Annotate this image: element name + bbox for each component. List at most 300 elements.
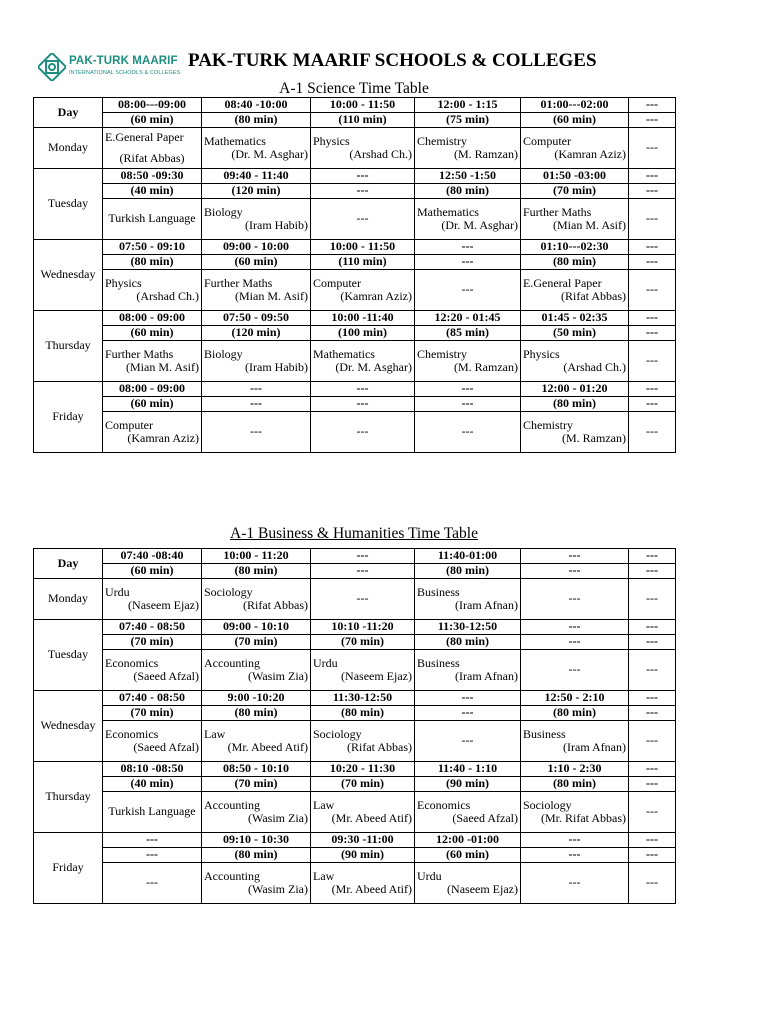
time-slot: 08:40 -10:00 (202, 98, 311, 113)
table-row (34, 579, 676, 620)
subject-cell (311, 341, 415, 382)
subject-cell (202, 792, 311, 833)
duration: --- (629, 848, 676, 863)
table-row (34, 848, 676, 863)
subject-name: Mathematics (417, 204, 479, 219)
duration: (70 min) (103, 706, 202, 721)
duration: --- (629, 706, 676, 721)
table-row (34, 691, 676, 706)
subject-cell (629, 270, 676, 311)
duration: --- (311, 564, 415, 579)
subject-name: --- (646, 282, 658, 297)
subject-cell (202, 579, 311, 620)
time-slot: 08:50 -09:30 (103, 169, 202, 184)
time-slot: 01:00---02:00 (521, 98, 629, 113)
time-slot: --- (521, 620, 629, 635)
subject-cell (521, 412, 629, 453)
table-row (34, 721, 676, 762)
subject-cell (311, 412, 415, 453)
subject-name: --- (646, 424, 658, 439)
subject-cell (103, 579, 202, 620)
time-slot: --- (629, 169, 676, 184)
subject-cell (103, 199, 202, 240)
table-row (34, 635, 676, 650)
teacher-name: (M. Ramzan) (562, 431, 626, 445)
time-slot: 10:00 - 11:20 (202, 549, 311, 564)
subject-cell (521, 863, 629, 904)
org-title: PAK-TURK MAARIF SCHOOLS & COLLEGES (188, 50, 597, 71)
subject-cell (103, 270, 202, 311)
teacher-name: (Mian M. Asif) (553, 218, 626, 232)
table-row (34, 863, 676, 904)
duration: (40 min) (103, 184, 202, 199)
subject-cell (629, 412, 676, 453)
duration: (80 min) (202, 113, 311, 128)
subject-name: E.General Paper (523, 275, 602, 290)
subject-cell (311, 650, 415, 691)
table-row (34, 184, 676, 199)
subject-name: Further Maths (105, 346, 174, 361)
duration: (80 min) (521, 777, 629, 792)
time-slot: 10:10 -11:20 (311, 620, 415, 635)
subject-cell (202, 412, 311, 453)
subject-name: --- (646, 591, 658, 606)
subject-name: --- (646, 875, 658, 890)
time-slot: 07:40 - 08:50 (103, 620, 202, 635)
table-row (34, 762, 676, 777)
day-cell: Thursday (34, 762, 103, 833)
teacher-name: (Saeed Afzal) (133, 740, 199, 754)
subject-cell (629, 721, 676, 762)
day-cell: Friday (34, 833, 103, 904)
subject-name: --- (461, 733, 474, 748)
subject-name: --- (646, 804, 658, 819)
subject-name: Economics (105, 726, 159, 741)
duration: (80 min) (311, 706, 415, 721)
teacher-name: (Mr. Abeed Atif) (331, 882, 412, 896)
subject-cell (311, 270, 415, 311)
duration: --- (629, 326, 676, 341)
table-row (34, 549, 676, 564)
duration: (75 min) (415, 113, 521, 128)
duration: (70 min) (103, 635, 202, 650)
time-slot: --- (521, 833, 629, 848)
subject-cell (415, 128, 521, 169)
duration: --- (629, 564, 676, 579)
subject-name: Accounting (204, 655, 260, 670)
day-cell: Monday (34, 579, 103, 620)
teacher-name: (Kamran Aziz) (554, 147, 626, 161)
subject-name: Accounting (204, 868, 260, 883)
table-row (34, 240, 676, 255)
subject-cell (629, 199, 676, 240)
time-slot: --- (629, 98, 676, 113)
duration: (60 min) (103, 564, 202, 579)
duration: (70 min) (311, 777, 415, 792)
subject-cell (311, 792, 415, 833)
subject-name: --- (146, 875, 158, 890)
duration: --- (629, 777, 676, 792)
subject-cell (202, 199, 311, 240)
time-slot: 08:10 -08:50 (103, 762, 202, 777)
time-slot: 11:30-12:50 (311, 691, 415, 706)
maarif-logo-icon (38, 53, 66, 81)
duration: (90 min) (415, 777, 521, 792)
subject-cell (521, 579, 629, 620)
subject-name: Mathematics (313, 346, 375, 361)
teacher-name: (Mian M. Asif) (126, 360, 199, 374)
subject-name: Computer (313, 275, 361, 290)
teacher-name: (Rifat Abbas) (243, 598, 308, 612)
duration: (110 min) (311, 113, 415, 128)
subject-cell (202, 721, 311, 762)
subject-cell (311, 128, 415, 169)
duration: (80 min) (202, 848, 311, 863)
teacher-name: (Arshad Ch.) (349, 147, 412, 161)
table-row (34, 199, 676, 240)
time-slot: --- (415, 382, 521, 397)
subject-name: --- (568, 662, 581, 677)
teacher-name: (Dr. M. Asghar) (335, 360, 412, 374)
duration: (110 min) (311, 255, 415, 270)
subject-cell (629, 341, 676, 382)
subject-name: Computer (523, 133, 571, 148)
time-slot: 09:00 - 10:00 (202, 240, 311, 255)
subject-name: --- (568, 591, 581, 606)
time-slot: --- (629, 762, 676, 777)
time-slot: --- (311, 169, 415, 184)
teacher-name: (Mr. Abeed Atif) (227, 740, 308, 754)
time-slot: 08:00---09:00 (103, 98, 202, 113)
subject-name: Business (417, 655, 460, 670)
duration: (85 min) (415, 326, 521, 341)
subject-name: --- (646, 140, 658, 155)
subject-cell (415, 341, 521, 382)
time-slot: --- (202, 382, 311, 397)
subject-cell (415, 650, 521, 691)
science-timetable (33, 97, 676, 453)
subject-name: Chemistry (417, 346, 467, 361)
teacher-name: (Rifat Abbas) (561, 289, 626, 303)
teacher-name: (Naseem Ejaz) (128, 598, 199, 612)
subject-cell (415, 721, 521, 762)
time-slot: 11:30-12:50 (415, 620, 521, 635)
teacher-name: (Iram Habib) (245, 360, 308, 374)
duration: (80 min) (202, 564, 311, 579)
duration: --- (521, 848, 629, 863)
time-slot: 12:00 - 1:15 (415, 98, 521, 113)
duration: --- (629, 635, 676, 650)
day-header: Day (34, 549, 103, 579)
subject-cell (629, 128, 676, 169)
subject-cell (629, 579, 676, 620)
day-cell: Tuesday (34, 620, 103, 691)
subject-name: --- (461, 424, 474, 439)
duration: --- (202, 397, 311, 412)
subject-cell (521, 270, 629, 311)
time-slot: 09:00 - 10:10 (202, 620, 311, 635)
subject-cell (311, 863, 415, 904)
teacher-name: (Wasim Zia) (247, 882, 308, 896)
table-row (34, 397, 676, 412)
subject-name: Turkish Language (108, 211, 196, 226)
day-cell: Monday (34, 128, 103, 169)
time-slot: 09:40 - 11:40 (202, 169, 311, 184)
duration: (80 min) (521, 706, 629, 721)
subject-name: Physics (105, 275, 142, 290)
table-row (34, 620, 676, 635)
duration: (70 min) (202, 635, 311, 650)
teacher-name: (Iram Habib) (245, 218, 308, 232)
day-cell: Thursday (34, 311, 103, 382)
time-slot: 10:00 - 11:50 (311, 98, 415, 113)
teacher-name: (Rifat Abbas) (347, 740, 412, 754)
subject-name: --- (646, 662, 658, 677)
subject-cell (521, 341, 629, 382)
duration: (70 min) (311, 635, 415, 650)
time-slot: --- (629, 311, 676, 326)
time-slot: 10:00 -11:40 (311, 311, 415, 326)
table-row (34, 706, 676, 721)
subject-name: --- (250, 424, 262, 439)
subject-name: Urdu (105, 584, 130, 599)
page-header (38, 50, 678, 84)
time-slot: --- (629, 620, 676, 635)
subject-cell (415, 412, 521, 453)
time-slot: 9:00 -10:20 (202, 691, 311, 706)
subject-cell (521, 721, 629, 762)
time-slot: --- (629, 691, 676, 706)
time-slot: 12:50 - 2:10 (521, 691, 629, 706)
teacher-name: (Arshad Ch.) (136, 289, 199, 303)
time-slot: --- (629, 382, 676, 397)
duration: --- (629, 113, 676, 128)
duration: --- (629, 255, 676, 270)
table-row (34, 833, 676, 848)
teacher-name: (Rifat Abbas) (119, 150, 185, 165)
teacher-name: (M. Ramzan) (454, 360, 518, 374)
table-row (34, 311, 676, 326)
subject-name: Further Maths (523, 204, 592, 219)
subject-name: Law (204, 726, 226, 741)
duration: (90 min) (311, 848, 415, 863)
subject-name: Economics (417, 797, 471, 812)
table-row (34, 255, 676, 270)
subject-name: Economics (105, 655, 159, 670)
subject-name: Chemistry (523, 417, 573, 432)
time-slot: 01:45 - 02:35 (521, 311, 629, 326)
subject-cell (521, 792, 629, 833)
duration: --- (629, 397, 676, 412)
teacher-name: (Mian M. Asif) (235, 289, 308, 303)
time-slot: --- (415, 240, 521, 255)
subject-cell (629, 792, 676, 833)
table-row (34, 341, 676, 382)
day-cell: Wednesday (34, 240, 103, 311)
duration: --- (311, 397, 415, 412)
teacher-name: (Naseem Ejaz) (447, 882, 518, 896)
subject-cell (629, 650, 676, 691)
teacher-name: (Dr. M. Asghar) (231, 147, 308, 161)
subject-name: Business (523, 726, 566, 741)
duration: (60 min) (103, 326, 202, 341)
logo-name: PAK-TURK MAARIF (69, 55, 178, 67)
time-slot: 10:00 - 11:50 (311, 240, 415, 255)
subject-cell (202, 863, 311, 904)
teacher-name: (Kamran Aziz) (127, 431, 199, 445)
time-slot: 1:10 - 2:30 (521, 762, 629, 777)
duration: (80 min) (415, 564, 521, 579)
subject-name: E.General Paper (105, 130, 184, 144)
duration: (50 min) (521, 326, 629, 341)
subject-cell (202, 650, 311, 691)
time-slot: 08:00 - 09:00 (103, 311, 202, 326)
teacher-name: (Wasim Zia) (247, 811, 308, 825)
subject-cell (521, 128, 629, 169)
subject-name: Accounting (204, 797, 260, 812)
teacher-name: (Dr. M. Asghar) (441, 218, 518, 232)
time-slot: 12:20 - 01:45 (415, 311, 521, 326)
subject-name: Sociology (523, 797, 572, 812)
subject-name: Sociology (204, 584, 253, 599)
subject-name: Physics (523, 346, 560, 361)
subject-name: --- (356, 211, 369, 226)
time-slot: 10:20 - 11:30 (311, 762, 415, 777)
time-slot: --- (629, 240, 676, 255)
duration: (60 min) (103, 113, 202, 128)
teacher-name: (Iram Afnan) (455, 598, 518, 612)
subject-cell (311, 579, 415, 620)
day-cell: Friday (34, 382, 103, 453)
subject-cell (415, 792, 521, 833)
subject-cell (103, 721, 202, 762)
subject-cell (103, 792, 202, 833)
time-slot: 11:40-01:00 (415, 549, 521, 564)
duration: --- (629, 184, 676, 199)
table-row (34, 792, 676, 833)
table-row (34, 270, 676, 311)
table-row (34, 98, 676, 113)
subject-name: --- (568, 875, 581, 890)
subject-cell (521, 199, 629, 240)
subject-name: Further Maths (204, 275, 273, 290)
table-row (34, 169, 676, 184)
table-row (34, 128, 676, 169)
duration: (80 min) (521, 255, 629, 270)
table-row (34, 382, 676, 397)
day-cell: Wednesday (34, 691, 103, 762)
duration: (70 min) (202, 777, 311, 792)
subject-name: Turkish Language (108, 804, 196, 819)
duration: (60 min) (202, 255, 311, 270)
duration: --- (415, 706, 521, 721)
subject-name: Biology (204, 346, 243, 361)
duration: (80 min) (415, 635, 521, 650)
day-cell: Tuesday (34, 169, 103, 240)
time-slot: 12:00 -01:00 (415, 833, 521, 848)
duration: (40 min) (103, 777, 202, 792)
subject-name: Sociology (313, 726, 362, 741)
duration: --- (521, 635, 629, 650)
duration: (120 min) (202, 184, 311, 199)
business-table-title: A-1 Business & Humanities Time Table (230, 525, 478, 542)
day-header: Day (34, 98, 103, 128)
subject-name: --- (356, 591, 369, 606)
logo-subtitle: INTERNATIONAL SCHOOLS & COLLEGES (69, 70, 181, 76)
subject-name: Law (313, 868, 335, 883)
subject-cell (521, 650, 629, 691)
subject-cell (202, 341, 311, 382)
time-slot: 01:50 -03:00 (521, 169, 629, 184)
subject-name: Mathematics (204, 133, 266, 148)
subject-cell (202, 128, 311, 169)
subject-name: Biology (204, 204, 243, 219)
duration: --- (521, 564, 629, 579)
teacher-name: (Wasim Zia) (247, 669, 308, 683)
time-slot: --- (311, 549, 415, 564)
table-row (34, 113, 676, 128)
teacher-name: (M. Ramzan) (454, 147, 518, 161)
duration: (60 min) (415, 848, 521, 863)
subject-cell (415, 270, 521, 311)
time-slot: --- (521, 549, 629, 564)
duration: (80 min) (103, 255, 202, 270)
subject-cell (103, 128, 202, 169)
duration: --- (311, 184, 415, 199)
subject-name: Chemistry (417, 133, 467, 148)
subject-cell (629, 863, 676, 904)
duration: --- (415, 255, 521, 270)
subject-name: --- (461, 282, 474, 297)
teacher-name: (Iram Afnan) (563, 740, 626, 754)
subject-name: --- (646, 211, 658, 226)
teacher-name: (Saeed Afzal) (452, 811, 518, 825)
duration: (100 min) (311, 326, 415, 341)
duration: (80 min) (415, 184, 521, 199)
school-logo (38, 53, 181, 81)
duration: (60 min) (521, 113, 629, 128)
table-row (34, 650, 676, 691)
subject-name: --- (356, 424, 369, 439)
subject-cell (415, 199, 521, 240)
table-row (34, 412, 676, 453)
teacher-name: (Arshad Ch.) (563, 360, 626, 374)
subject-cell (311, 199, 415, 240)
subject-cell (415, 579, 521, 620)
table-row (34, 564, 676, 579)
subject-name: Business (417, 584, 460, 599)
subject-cell (202, 270, 311, 311)
time-slot: --- (103, 833, 202, 848)
time-slot: 07:40 -08:40 (103, 549, 202, 564)
subject-name: Law (313, 797, 335, 812)
duration: (70 min) (521, 184, 629, 199)
subject-name: Urdu (313, 655, 338, 670)
subject-name: --- (646, 733, 658, 748)
table-row (34, 326, 676, 341)
duration: (80 min) (202, 706, 311, 721)
teacher-name: (Iram Afnan) (455, 669, 518, 683)
subject-cell (103, 341, 202, 382)
time-slot: 12:50 -1:50 (415, 169, 521, 184)
business-timetable (33, 548, 676, 904)
subject-name: Urdu (417, 868, 442, 883)
teacher-name: (Naseem Ejaz) (341, 669, 412, 683)
time-slot: 09:30 -11:00 (311, 833, 415, 848)
time-slot: 01:10---02:30 (521, 240, 629, 255)
duration: (80 min) (521, 397, 629, 412)
duration: --- (415, 397, 521, 412)
